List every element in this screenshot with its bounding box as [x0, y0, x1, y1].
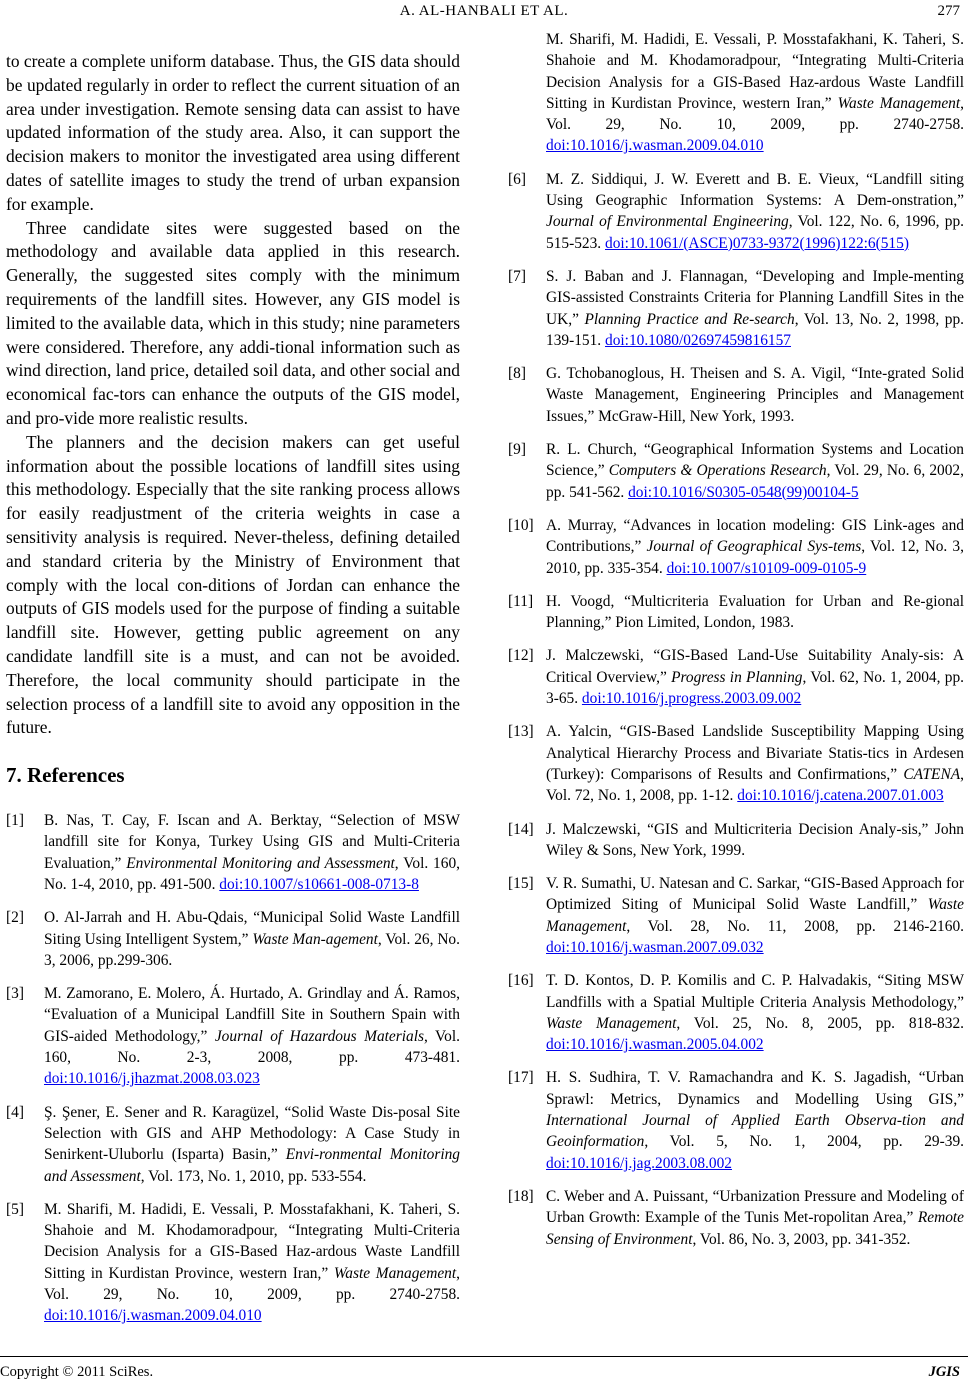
reference-text: M. Zamorano, E. Molero, Á. Hurtado, A. Grindlay and Á. Ramos, “Evaluation of a Municipal Landfill Site in Southern Spain with GIS-aided Methodology,”: [44, 985, 460, 1045]
reference-item: [508, 266, 964, 351]
reference-item: [508, 645, 964, 709]
reference-item: [6, 907, 460, 971]
reference-journal: Journal of Environmental Engineering: [546, 213, 789, 231]
doi-link[interactable]: doi:10.1016/j.catena.2007.01.003: [737, 787, 944, 805]
journal-abbrev: JGIS: [928, 1364, 960, 1380]
reference-item: [508, 439, 964, 503]
page-number: 277: [937, 3, 960, 19]
reference-details: , Vol. 86, No. 3, 2003, pp. 341-352.: [692, 1230, 911, 1248]
doi-link[interactable]: doi:10.1080/02697459816157: [605, 331, 791, 349]
reference-number: [17]: [508, 1069, 534, 1087]
reference-item: [6, 1102, 460, 1187]
reference-details: , Vol. 25, No. 8, 2005, pp. 818-832.: [676, 1014, 964, 1032]
reference-journal: Progress in Planning: [671, 668, 803, 686]
reference-item: [508, 169, 964, 254]
reference-text: T. D. Kontos, D. P. Komilis and C. P. Halvadakis, “Siting MSW Landfills with a Spatial Multiple Criteria Analysis Methodology,”: [546, 972, 964, 1011]
doi-link[interactable]: doi:10.1016/j.wasman.2007.09.032: [546, 938, 764, 956]
reference-text: H. Voogd, “Multicriteria Evaluation for Urban and Re-gional Planning,” Pion Limited, London, 1983.: [546, 592, 964, 632]
reference-journal: Computers & Operations Research: [608, 462, 827, 480]
reference-number: [8]: [508, 365, 526, 383]
reference-item: [508, 515, 964, 579]
reference-item: [508, 591, 964, 634]
reference-text: S. J. Baban and J. Flannagan, “Developing and Imple-menting GIS-assisted Constraints Criteria for Planning Landfill Sites in the UK,”: [546, 267, 964, 328]
reference-journal: Waste Management: [837, 94, 961, 112]
reference-number: [12]: [508, 647, 534, 665]
reference-text: M. Z. Siddiqui, J. W. Everett and B. E. Vieux, “Landfill siting Using Geographic Information Systems: A Dem-onstration,”: [546, 170, 964, 210]
reference-journal: Waste Man-agement: [252, 930, 378, 948]
reference-text: Ş. Şener, E. Sener and R. Karagüzel, “Solid Waste Dis-posal Site Selection with GIS and AHP Methodology: A Case Study in Senirkent-Uluborlu (Isparta) Basin,”: [44, 1103, 460, 1164]
reference-text: M. Sharifi, M. Hadidi, E. Vessali, P. Mosstafakhani, K. Taheri, S. Shahoie and M. Khodamoradpour, “Integrating Multi-Criteria Decision Analysis for a GIS-Based Haz-ardous Waste Landfill Sitting in Kurdistan Province, western Iran,”: [44, 1200, 460, 1282]
reference-details: , Vol. 13, No. 2, 1998, pp. 139-151.: [546, 310, 964, 349]
doi-link[interactable]: doi:10.1016/j.jhazmat.2008.03.023: [44, 1070, 260, 1088]
reference-number: [2]: [6, 909, 24, 927]
doi-link[interactable]: doi:10.1016/j.jag.2003.08.002: [546, 1154, 732, 1172]
reference-text: B. Nas, T. Cay, F. Iscan and A. Berktay, “Selection of MSW landfill site for Konya, Turkey Using GIS and Multi-Criteria Evaluation,”: [44, 812, 460, 872]
paragraph-2: Three candidate sites were suggested based on the methodology and available data applied in this research. Generally, the suggested sites comply with the minimum requirements of the landfill sites. However, any GIS model is limited to the available data, which in this study; nine parameters were considered. Therefore, any addi-tional information such as wind direction, land price, detailed soil data, and other social and economical fac-tors can enhance the outputs of the GIS model, and pro-vide more realistic results.: [6, 217, 460, 428]
reference-details: , Vol. 173, No. 1, 2010, pp. 533-554.: [140, 1167, 367, 1185]
reference-number: [18]: [508, 1187, 534, 1205]
reference-journal: Environmental Monitoring and Assessment: [126, 854, 395, 872]
reference-details: , Vol. 160, No. 1-4, 2010, pp. 491-500.: [44, 854, 460, 893]
reference-number: [16]: [508, 972, 534, 990]
reference-text: J. Malczewski, “GIS-Based Land-Use Suitability Analy-sis: A Critical Overview,”: [546, 647, 964, 686]
reference-details: , Vol. 28, No. 11, 2008, pp. 2146-2160.: [626, 917, 964, 935]
reference-item: [6, 983, 460, 1089]
references-list-right: [508, 29, 964, 1250]
reference-number: [14]: [508, 820, 534, 838]
reference-details: , Vol. 29, No. 10, 2009, pp. 2740-2758.: [44, 1264, 460, 1304]
reference-details: , Vol. 62, No. 1, 2004, pp. 3-65.: [546, 668, 964, 708]
reference-item: [508, 1067, 964, 1173]
reference-details: , Vol. 122, No. 6, 1996, pp. 515-523.: [546, 213, 965, 252]
reference-journal: International Journal of Applied Earth Observa-tion and Geoinformation: [546, 1112, 964, 1151]
doi-link[interactable]: doi:10.1016/j.wasman.2005.04.002: [546, 1036, 764, 1054]
reference-text: G. Tchobanoglous, H. Theisen and S. A. Vigil, “Inte-grated Solid Waste Management, Engineering Principles and Management Issues,” McGraw-Hill, New York, 1993.: [546, 365, 964, 425]
left-column: [6, 50, 461, 1325]
right-column: [508, 31, 965, 1262]
doi-link[interactable]: doi:10.1007/s10109-009-0105-9: [666, 559, 867, 577]
reference-item: [508, 721, 964, 806]
reference-item: [508, 819, 964, 862]
doi-link[interactable]: doi:10.1016/j.progress.2003.09.002: [581, 690, 802, 708]
reference-number: [3]: [6, 985, 24, 1003]
reference-text: H. S. Sudhira, T. V. Ramachandra and K. S. Jagadish, “Urban Sprawl: Metrics, Dynamics and Modelling Using GIS,”: [546, 1069, 964, 1108]
reference-item: [6, 1199, 460, 1325]
reference-details: , Vol. 29, No. 6, 2002, pp. 541-562.: [546, 462, 964, 501]
reference-details: , Vol. 26, No. 3, 2006, pp.299-306.: [44, 930, 460, 969]
reference-number: [6]: [508, 170, 526, 188]
reference-item: [508, 873, 964, 958]
reference-details: , Vol. 72, No. 1, 2008, pp. 1-12.: [546, 765, 964, 805]
reference-journal: Journal of Hazardous Materials: [214, 1027, 424, 1045]
doi-link[interactable]: doi:10.1007/s10661-008-0713-8: [219, 876, 419, 893]
reference-journal: Journal of Geographical Sys-tems: [646, 538, 862, 556]
doi-link[interactable]: doi:10.1016/j.wasman.2009.04.010: [546, 137, 764, 155]
copyright: Copyright © 2011 SciRes.: [0, 1364, 154, 1380]
reference-details: , Vol. 160, No. 2-3, 2008, pp. 473-481.: [44, 1027, 461, 1067]
reference-number: [1]: [6, 812, 24, 830]
reference-number: [9]: [508, 441, 526, 459]
reference-text: V. R. Sumathi, U. Natesan and C. Sarkar, “GIS-Based Approach for Optimized Siting of Municipal Solid Waste Landfill,”: [546, 875, 964, 914]
reference-journal: Planning Practice and Re-search: [584, 310, 795, 328]
reference-text: C. Weber and A. Puissant, “Urbanization Pressure and Modeling of Urban Growth: Example of the Tunis Met-ropolitan Area,”: [546, 1187, 964, 1227]
reference-item-continued: [508, 29, 964, 157]
references-list-left: [6, 810, 461, 1325]
reference-text: J. Malczewski, “GIS and Multicriteria Decision Analy-sis,” John Wiley & Sons, New York, 1999.: [546, 820, 964, 859]
reference-number: [13]: [508, 723, 534, 741]
reference-details: , Vol. 5, No. 1, 2004, pp. 29-39.: [644, 1133, 964, 1151]
reference-item: [508, 1186, 964, 1250]
running-header: [0, 3, 968, 25]
reference-number: [11]: [508, 592, 534, 610]
reference-item: [508, 363, 964, 427]
reference-journal: CATENA: [903, 765, 961, 783]
running-title: A. AL-HANBALI ET AL.: [399, 3, 569, 19]
reference-journal: Waste Management: [546, 1014, 677, 1032]
reference-number: [4]: [6, 1103, 24, 1121]
doi-link[interactable]: doi:10.1016/j.wasman.2009.04.010: [44, 1307, 262, 1325]
reference-text: R. L. Church, “Geographical Information Systems and Location Science,”: [546, 441, 964, 480]
reference-item: [6, 810, 460, 895]
reference-details: , Vol. 12, No. 3, 2010, pp. 335-354.: [546, 538, 964, 577]
paragraph-1: to create a complete uniform database. Thus, the GIS data should be updated regularly in order to reflect the current situation of an area under investigation. Remote sensing data can assist to have updated information of the study area. Also, it can support the decision makers to monitor the investigated area using different dates of satellite images to study the trend of urban expansion for example.: [6, 51, 460, 214]
reference-journal: Remote Sensing of Environment: [546, 1209, 964, 1248]
footer-rule: [0, 1356, 968, 1357]
reference-journal: Waste Management: [546, 896, 964, 935]
reference-number: [5]: [6, 1200, 24, 1218]
reference-text: A. Yalcin, “GIS-Based Landslide Susceptibility Mapping Using Analytical Hierarchy Process and Bivariate Statis-tics in Ardesen (Turkey): Comparisons of Results and Confirmations,”: [546, 723, 964, 783]
reference-text: M. Sharifi, M. Hadidi, E. Vessali, P. Mosstafakhani, K. Taheri, S. Shahoie and M. Khodamoradpour, “Integrating Multi-Criteria Decision Analysis for a GIS-Based Haz-ardous Waste Landfill Sitting in Kurdistan Province, western Iran,”: [546, 31, 964, 112]
doi-link[interactable]: doi:10.1061/(ASCE)0733-9372(1996)122:6(515): [605, 234, 909, 252]
reference-number: [15]: [508, 875, 534, 893]
reference-details: , Vol. 29, No. 10, 2009, pp. 2740-2758.: [546, 94, 964, 134]
reference-journal: Envi-ronmental Monitoring and Assessment: [44, 1146, 460, 1185]
references-heading: 7. References: [6, 763, 125, 788]
reference-item: [508, 29, 964, 157]
reference-item: [508, 970, 964, 1055]
reference-journal: Waste Management: [333, 1264, 457, 1282]
reference-number: [7]: [508, 267, 526, 285]
reference-text: A. Murray, “Advances in location modeling: GIS Link-ages and Contributions,”: [546, 516, 964, 556]
reference-number: [10]: [508, 516, 534, 534]
paragraph-3: The planners and the decision makers can get useful information about the possible locations of landfill sites using this methodology. Especially that the site ranking process allows for easily readjustment of the criteria weights in case a sensitivity analysis is required. Never-theless, defining detailed and standard criteria by the Ministry of Environment that comply with the local con-ditions of Jordan can enhance the outputs of GIS models used for the purpose of finding a suitable landfill site. However, getting public agreement on any candidate landfill site is a must, and can not be avoided. Therefore, the local community should participate in the selection process of a landfill site to avoid any opposition in the future.: [6, 431, 460, 738]
reference-text: O. Al-Jarrah and H. Abu-Qdais, “Municipal Solid Waste Landfill Siting Using Intelligent System,”: [44, 909, 460, 948]
doi-link[interactable]: doi:10.1016/S0305-0548(99)00104-5: [628, 483, 859, 501]
